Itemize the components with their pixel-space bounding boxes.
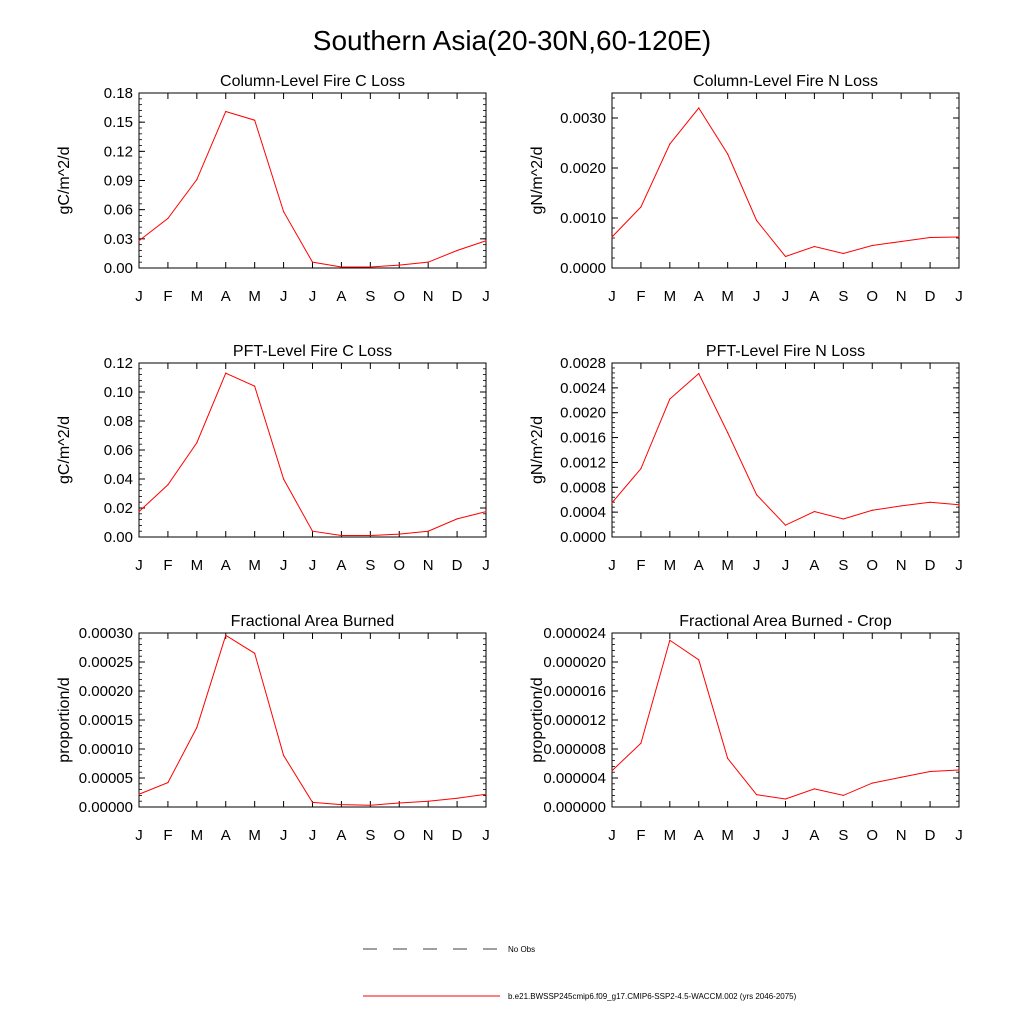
- data-point: [283, 211, 284, 212]
- x-tick-label: J: [955, 288, 963, 305]
- x-tick-label: N: [895, 288, 907, 305]
- data-point: [138, 240, 139, 241]
- x-tick-label: M: [663, 288, 677, 305]
- data-point: [370, 535, 371, 536]
- y-tick-label: 0.000008: [543, 741, 606, 758]
- data-point: [167, 782, 168, 783]
- x-tick-label: A: [336, 557, 347, 574]
- y-tick-label: 0.00005: [78, 770, 133, 787]
- series-line: [612, 108, 959, 257]
- y-tick-label: 0.0020: [560, 160, 606, 177]
- x-tick-label: D: [924, 827, 936, 844]
- y-tick-label: 0.00010: [78, 741, 133, 758]
- y-tick-label: 0.00025: [78, 654, 133, 671]
- x-tick-label: J: [308, 827, 317, 844]
- data-point: [901, 777, 902, 778]
- y-tick-label: 0.0024: [560, 379, 606, 397]
- data-point: [196, 727, 197, 728]
- x-tick-label: S: [838, 827, 849, 844]
- x-tick-label: D: [924, 557, 936, 574]
- x-tick-label: J: [752, 827, 761, 844]
- data-point: [225, 111, 226, 112]
- x-tick-label: D: [924, 288, 936, 305]
- x-tick-label: O: [393, 827, 406, 844]
- y-tick-label: 0.000000: [543, 799, 606, 816]
- data-point: [727, 758, 728, 759]
- data-point: [727, 432, 728, 433]
- y-axis-label: proportion/d: [529, 677, 546, 763]
- x-tick-label: M: [663, 557, 677, 574]
- y-tick-label: 0.0020: [560, 404, 606, 422]
- data-point: [698, 659, 699, 660]
- y-tick-label: 0.00: [103, 260, 133, 277]
- data-point: [727, 153, 728, 154]
- x-tick-label: J: [308, 557, 317, 574]
- plot-frame: [139, 93, 486, 268]
- series-line: [139, 373, 486, 535]
- y-tick-label: 0.000024: [543, 625, 606, 642]
- data-point: [872, 245, 873, 246]
- data-point: [640, 743, 641, 744]
- data-point: [485, 240, 486, 241]
- legend-obs-label: No Obs: [508, 945, 536, 954]
- y-tick-label: 0.0000: [560, 529, 606, 546]
- y-tick-label: 0.00020: [78, 683, 133, 700]
- plot-frame: [612, 93, 959, 268]
- x-tick-label: F: [163, 557, 173, 574]
- x-tick-label: J: [781, 288, 790, 305]
- data-point: [669, 398, 670, 399]
- data-point: [611, 236, 612, 237]
- x-tick-label: N: [422, 557, 434, 574]
- y-tick-label: 0.03: [103, 230, 133, 248]
- series-line: [139, 111, 486, 267]
- y-tick-label: 0.08: [103, 413, 133, 430]
- data-point: [785, 798, 786, 799]
- data-point: [958, 236, 959, 237]
- plot-frame: [139, 363, 486, 537]
- panels-container: [56, 73, 963, 844]
- figure-title: Southern Asia(20-30N,60-120E): [312, 25, 712, 56]
- panel-title: Column-Level Fire C Loss: [220, 73, 405, 90]
- data-point: [428, 262, 429, 263]
- data-point: [640, 468, 641, 469]
- x-tick-label: A: [220, 557, 231, 574]
- x-tick-label: N: [895, 827, 907, 844]
- data-point: [756, 794, 757, 795]
- data-point: [929, 502, 930, 503]
- panel-title: Fractional Area Burned - Crop: [679, 613, 892, 630]
- data-point: [698, 107, 699, 108]
- chart-panel-2: [529, 73, 963, 305]
- data-point: [138, 511, 139, 512]
- y-tick-label: 0.06: [103, 201, 133, 219]
- chart-panel-1: [56, 73, 490, 305]
- data-point: [669, 640, 670, 641]
- data-point: [167, 218, 168, 219]
- x-tick-label: M: [721, 827, 734, 844]
- data-point: [843, 253, 844, 254]
- data-point: [428, 801, 429, 802]
- y-tick-label: 0.18: [103, 85, 133, 102]
- y-axis-label: gC/m^2/d: [56, 146, 73, 215]
- x-tick-label: A: [220, 288, 231, 305]
- x-tick-label: J: [482, 557, 490, 574]
- y-tick-label: 0.15: [103, 114, 133, 132]
- data-point: [312, 802, 313, 803]
- x-tick-label: A: [693, 827, 704, 844]
- x-tick-label: M: [721, 288, 734, 305]
- data-point: [370, 805, 371, 806]
- x-tick-label: S: [365, 288, 376, 305]
- data-point: [254, 386, 255, 387]
- x-tick-label: D: [451, 827, 463, 844]
- data-point: [456, 798, 457, 799]
- y-tick-label: 0.0028: [560, 355, 606, 372]
- x-tick-label: S: [838, 557, 849, 574]
- chart-panel-4: [529, 343, 963, 574]
- x-tick-label: J: [279, 288, 288, 305]
- y-tick-label: 0.000012: [543, 712, 606, 729]
- panel-title: Column-Level Fire N Loss: [693, 73, 878, 90]
- data-point: [785, 256, 786, 257]
- x-tick-label: A: [809, 827, 820, 844]
- y-tick-label: 0.12: [103, 355, 133, 372]
- data-point: [138, 794, 139, 795]
- y-tick-label: 0.000016: [543, 683, 606, 700]
- x-tick-label: A: [693, 557, 704, 574]
- x-tick-label: F: [163, 288, 173, 305]
- x-tick-label: M: [190, 827, 204, 844]
- x-tick-label: F: [636, 557, 646, 574]
- series-line: [139, 635, 486, 805]
- data-point: [225, 373, 226, 374]
- data-point: [814, 511, 815, 512]
- y-tick-label: 0.09: [103, 172, 133, 190]
- data-point: [485, 511, 486, 512]
- chart-panel-3: [56, 343, 490, 574]
- data-point: [283, 478, 284, 479]
- data-point: [901, 505, 902, 506]
- x-tick-label: O: [866, 827, 879, 844]
- data-point: [843, 518, 844, 519]
- y-axis-label: gN/m^2/d: [529, 146, 546, 215]
- y-tick-label: 0.0010: [560, 210, 606, 227]
- data-point: [958, 504, 959, 505]
- data-point: [341, 535, 342, 536]
- x-tick-label: J: [279, 827, 288, 844]
- x-tick-label: J: [135, 288, 143, 305]
- x-tick-label: O: [866, 557, 879, 574]
- data-point: [814, 788, 815, 789]
- x-tick-label: O: [866, 288, 879, 305]
- plot-frame: [612, 363, 959, 537]
- panel-title: PFT-Level Fire N Loss: [705, 343, 866, 360]
- series-line: [612, 374, 959, 526]
- data-point: [167, 484, 168, 485]
- data-point: [428, 531, 429, 532]
- x-tick-label: J: [781, 827, 790, 844]
- x-tick-label: J: [608, 557, 616, 574]
- y-tick-label: 0.0012: [560, 454, 606, 472]
- x-tick-label: M: [190, 288, 204, 305]
- x-tick-label: S: [365, 557, 376, 574]
- data-point: [312, 262, 313, 263]
- x-tick-label: N: [422, 827, 434, 844]
- x-tick-label: J: [781, 557, 790, 574]
- x-tick-label: J: [482, 288, 490, 305]
- data-point: [312, 531, 313, 532]
- data-point: [254, 653, 255, 654]
- data-point: [254, 120, 255, 121]
- data-point: [929, 237, 930, 238]
- data-point: [225, 635, 226, 636]
- x-tick-label: J: [308, 288, 317, 305]
- data-point: [843, 795, 844, 796]
- data-point: [814, 246, 815, 247]
- data-point: [456, 250, 457, 251]
- x-tick-label: J: [955, 827, 963, 844]
- panel-title: Fractional Area Burned: [230, 613, 395, 630]
- data-point: [399, 802, 400, 803]
- series-line: [612, 640, 959, 799]
- y-tick-label: 0.0008: [560, 479, 606, 497]
- data-point: [370, 266, 371, 267]
- x-tick-label: M: [190, 557, 204, 574]
- y-tick-label: 0.10: [103, 384, 133, 401]
- y-tick-label: 0.02: [103, 500, 133, 517]
- data-point: [341, 266, 342, 267]
- x-tick-label: A: [693, 288, 704, 305]
- x-tick-label: N: [895, 557, 907, 574]
- data-point: [669, 143, 670, 144]
- y-tick-label: 0.00015: [78, 712, 133, 729]
- y-tick-label: 0.000004: [543, 770, 606, 787]
- data-point: [756, 220, 757, 221]
- data-point: [640, 206, 641, 207]
- data-point: [456, 518, 457, 519]
- data-point: [611, 770, 612, 771]
- y-tick-label: 0.000020: [543, 654, 606, 671]
- x-tick-label: A: [809, 557, 820, 574]
- x-tick-label: M: [248, 827, 261, 844]
- x-tick-label: J: [135, 827, 143, 844]
- x-tick-label: A: [220, 827, 231, 844]
- chart-panel-6: [529, 613, 963, 844]
- data-point: [929, 771, 930, 772]
- x-tick-label: M: [721, 557, 734, 574]
- y-tick-label: 0.04: [103, 471, 133, 488]
- y-tick-label: 0.00: [103, 529, 133, 546]
- x-tick-label: J: [135, 557, 143, 574]
- y-tick-label: 0.0004: [560, 504, 606, 522]
- y-axis-label: gN/m^2/d: [529, 416, 546, 484]
- data-point: [196, 179, 197, 180]
- x-tick-label: N: [422, 288, 434, 305]
- data-point: [872, 782, 873, 783]
- x-tick-label: O: [393, 288, 406, 305]
- x-tick-label: M: [248, 288, 261, 305]
- x-tick-label: J: [955, 557, 963, 574]
- x-tick-label: D: [451, 288, 463, 305]
- x-tick-label: D: [451, 557, 463, 574]
- y-axis-label: gC/m^2/d: [56, 416, 73, 484]
- data-point: [399, 264, 400, 265]
- y-tick-label: 0.06: [103, 442, 133, 459]
- data-point: [698, 373, 699, 374]
- x-tick-label: J: [752, 288, 761, 305]
- data-point: [611, 502, 612, 503]
- x-tick-label: J: [752, 557, 761, 574]
- x-tick-label: F: [636, 827, 646, 844]
- y-tick-label: 0.12: [103, 143, 133, 161]
- x-tick-label: A: [809, 288, 820, 305]
- x-tick-label: S: [365, 827, 376, 844]
- x-tick-label: M: [663, 827, 677, 844]
- data-point: [196, 442, 197, 443]
- x-tick-label: J: [279, 557, 288, 574]
- y-tick-label: 0.0000: [560, 260, 606, 277]
- y-tick-label: 0.00000: [78, 799, 133, 816]
- legend-model-label: b.e21.BWSSP245cmip6.f09_g17.CMIP6-SSP2-4.5-WACCM.002 (yrs 2046-2075): [508, 992, 797, 1001]
- x-tick-label: J: [482, 827, 490, 844]
- x-tick-label: J: [608, 288, 616, 305]
- data-point: [283, 755, 284, 756]
- data-point: [341, 804, 342, 805]
- chart-panel-5: [56, 613, 490, 844]
- y-tick-label: 0.0016: [560, 429, 606, 447]
- data-point: [901, 241, 902, 242]
- plot-frame: [139, 633, 486, 807]
- x-tick-label: A: [336, 827, 347, 844]
- data-point: [785, 525, 786, 526]
- y-tick-label: 0.0030: [560, 110, 606, 127]
- y-tick-label: 0.00030: [78, 625, 133, 642]
- panel-title: PFT-Level Fire C Loss: [232, 343, 393, 360]
- x-tick-label: F: [163, 827, 173, 844]
- data-point: [756, 494, 757, 495]
- data-point: [958, 769, 959, 770]
- x-tick-label: A: [336, 288, 347, 305]
- x-tick-label: J: [608, 827, 616, 844]
- x-tick-label: F: [636, 288, 646, 305]
- x-tick-label: S: [838, 288, 849, 305]
- legend: [363, 945, 797, 1001]
- y-axis-label: proportion/d: [56, 677, 73, 763]
- data-point: [485, 794, 486, 795]
- data-point: [399, 534, 400, 535]
- x-tick-label: O: [393, 557, 406, 574]
- data-point: [872, 510, 873, 511]
- x-tick-label: M: [248, 557, 261, 574]
